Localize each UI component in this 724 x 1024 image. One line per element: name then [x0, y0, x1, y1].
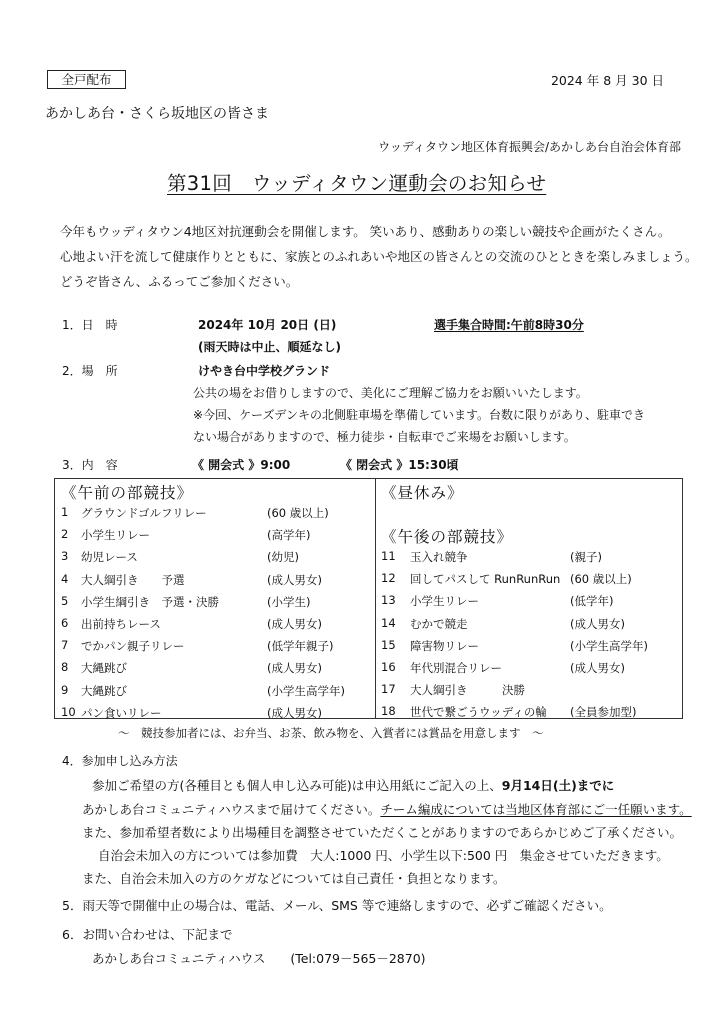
- apply-line: [82, 800, 692, 818]
- event-participants: (幼児): [267, 550, 299, 565]
- event-name: 世代で繋ごうウッディの輪: [410, 705, 547, 720]
- event-name: パン食いリレー: [81, 705, 162, 720]
- event-number: 13: [381, 593, 396, 608]
- event-number: 11: [381, 549, 396, 563]
- event-participants: (親子): [570, 550, 602, 564]
- event-name: 小学生綱引き 予選・決勝: [81, 594, 219, 609]
- event-name: 幼児レース: [81, 550, 138, 565]
- afternoon-heading: 《午後の部競技》: [381, 528, 514, 546]
- apply-line: [92, 776, 614, 794]
- section-3-label: 3．内 容: [62, 458, 118, 472]
- event-participants: (小学生高学年): [570, 638, 648, 653]
- event-name: むかで競走: [410, 616, 468, 631]
- event-date: 2024年 10月 20日 (日): [198, 318, 337, 332]
- venue-note: ※今回、ケーズデンキの北側駐車場を準備しています。台数に限りがあり、駐車でき: [193, 408, 646, 422]
- section-6-label: 6．お問い合わせは、下記まで: [62, 927, 233, 942]
- event-number: 3: [61, 549, 69, 564]
- event-number: 4: [61, 571, 69, 586]
- assembly-time: 選手集合時間:午前8時30分: [434, 318, 584, 332]
- event-number: 6: [61, 616, 69, 630]
- event-participants: (成人男女): [267, 617, 322, 631]
- venue-note: 公共の場をお借りしますので、美化にご理解ご協力をお願いいたします。: [193, 386, 588, 400]
- event-number: 1: [61, 505, 69, 519]
- intro-line: どうぞ皆さん、ふるってご参加ください。: [60, 274, 299, 289]
- morning-heading: 《午前の部競技》: [61, 484, 194, 502]
- event-participants: (成人男女): [570, 616, 625, 631]
- rain-note: (雨天時は中止、順延なし): [198, 340, 341, 354]
- section-1-label: 1．日 時: [62, 318, 118, 332]
- event-name: 大人綱引き 予選: [81, 572, 185, 587]
- program-table: [54, 478, 683, 719]
- apply-line: また、参加希望者数により出場種目を調整させていただくことがありますのであらかじめご了承ください。: [82, 825, 683, 840]
- event-name: 大人綱引き 決勝: [410, 683, 525, 698]
- event-number: 16: [381, 660, 396, 674]
- closing-ceremony: 《 閉会式 》15:30頃: [340, 458, 459, 472]
- intro-line: 今年もウッディタウン4地区対抗運動会を開催します。 笑いあり、感動ありの楽しい競技や企画がたくさん。: [60, 224, 671, 239]
- venue-note: ない場合がありますので、極力徒歩・自転車でご来場をお願いします。: [193, 430, 576, 444]
- event-name: 出前持ちレース: [81, 617, 161, 631]
- event-name: 回してパスして RunRunRun: [410, 572, 561, 587]
- venue: けやき台中学校グランド: [198, 364, 331, 378]
- event-participants: (成人男女): [267, 661, 322, 676]
- section-4-label: 4．参加申し込み方法: [62, 754, 178, 768]
- event-participants: (60 歳以上): [267, 506, 329, 520]
- event-participants: (60 歳以上): [570, 572, 632, 587]
- event-name: でかパン親子リレー: [81, 639, 185, 654]
- organizer: ウッディタウン地区体育振興会/あかしあ台自治会体育部: [378, 140, 681, 154]
- event-number: 9: [61, 682, 69, 697]
- event-participants: (成人男女): [570, 661, 625, 675]
- fee-line: 自治会未加入の方については参加費 大人:1000 円、小学生以下:500 円 集金させていただきます。: [98, 848, 669, 863]
- addressee: あかしあ台・さくら坂地区の皆さま: [45, 106, 269, 122]
- section-5: 5．雨天等で開催中止の場合は、電話、メール、SMS 等で連絡しますので、必ずご確認ください。: [62, 898, 612, 913]
- intro-line: 心地よい汗を流して健康作りとともに、家族とのふれあいや地区の皆さんとの交流のひとときを楽しみましょう。: [60, 249, 698, 264]
- event-number: 2: [61, 527, 69, 542]
- event-name: 大縄跳び: [81, 661, 127, 676]
- event-number: 12: [381, 571, 396, 586]
- contact-info: あかしあ台コミュニティハウス (Tel:079－565－2870): [92, 951, 426, 966]
- program-footnote: ～ 競技参加者には、お弁当、お茶、飲み物を、入賞者には賞品を用意します ～: [118, 726, 544, 740]
- lunch-heading: 《昼休み》: [381, 484, 464, 502]
- event-number: 17: [381, 682, 396, 697]
- event-name: 小学生リレー: [81, 528, 150, 543]
- column-divider: [375, 479, 376, 718]
- apply-text: 参加ご希望の方(各種目とも個人申し込み可能)は申込用紙にご記入の上、: [92, 778, 502, 793]
- page-title: 第31回 ウッディタウン運動会のお知らせ: [167, 172, 547, 195]
- issue-date: 2024 年 8 月 30 日: [550, 73, 664, 88]
- event-participants: (小学生高学年): [267, 683, 345, 698]
- event-name: 障害物リレー: [410, 638, 479, 653]
- distribution-badge: 全戸配布: [47, 70, 126, 89]
- event-participants: (全員参加型): [570, 705, 637, 720]
- opening-ceremony: 《 開会式 》9:00: [192, 458, 291, 472]
- event-number: 14: [381, 615, 396, 630]
- section-2-label: 2．場 所: [62, 364, 118, 378]
- event-participants: (成人男女): [267, 705, 322, 720]
- event-name: 玉入れ競争: [410, 550, 468, 564]
- event-number: 8: [61, 660, 69, 675]
- event-participants: (低学年): [570, 594, 614, 609]
- event-name: 大縄跳び: [81, 683, 127, 698]
- liability-line: また、自治会未加入の方のケガなどについては自己責任・負担となります。: [82, 871, 506, 886]
- event-number: 7: [61, 638, 69, 653]
- event-participants: (小学生): [267, 594, 311, 609]
- event-name: グラウンドゴルフリレー: [81, 506, 207, 520]
- event-number: 15: [381, 637, 396, 652]
- apply-text: あかしあ台コミュニティハウスまで届けてください。: [82, 802, 381, 817]
- event-number: 10: [61, 704, 76, 719]
- team-note: チーム編成については当地区体育部にご一任願います。: [380, 802, 692, 817]
- event-name: 年代別混合リレー: [410, 661, 502, 675]
- event-number: 5: [61, 593, 69, 608]
- event-name: 小学生リレー: [410, 594, 479, 609]
- deadline: 9月14日(土)までに: [501, 778, 615, 793]
- event-participants: (低学年親子): [267, 639, 334, 654]
- event-participants: (高学年): [267, 528, 311, 543]
- event-participants: (成人男女): [267, 572, 322, 587]
- event-number: 18: [381, 704, 396, 719]
